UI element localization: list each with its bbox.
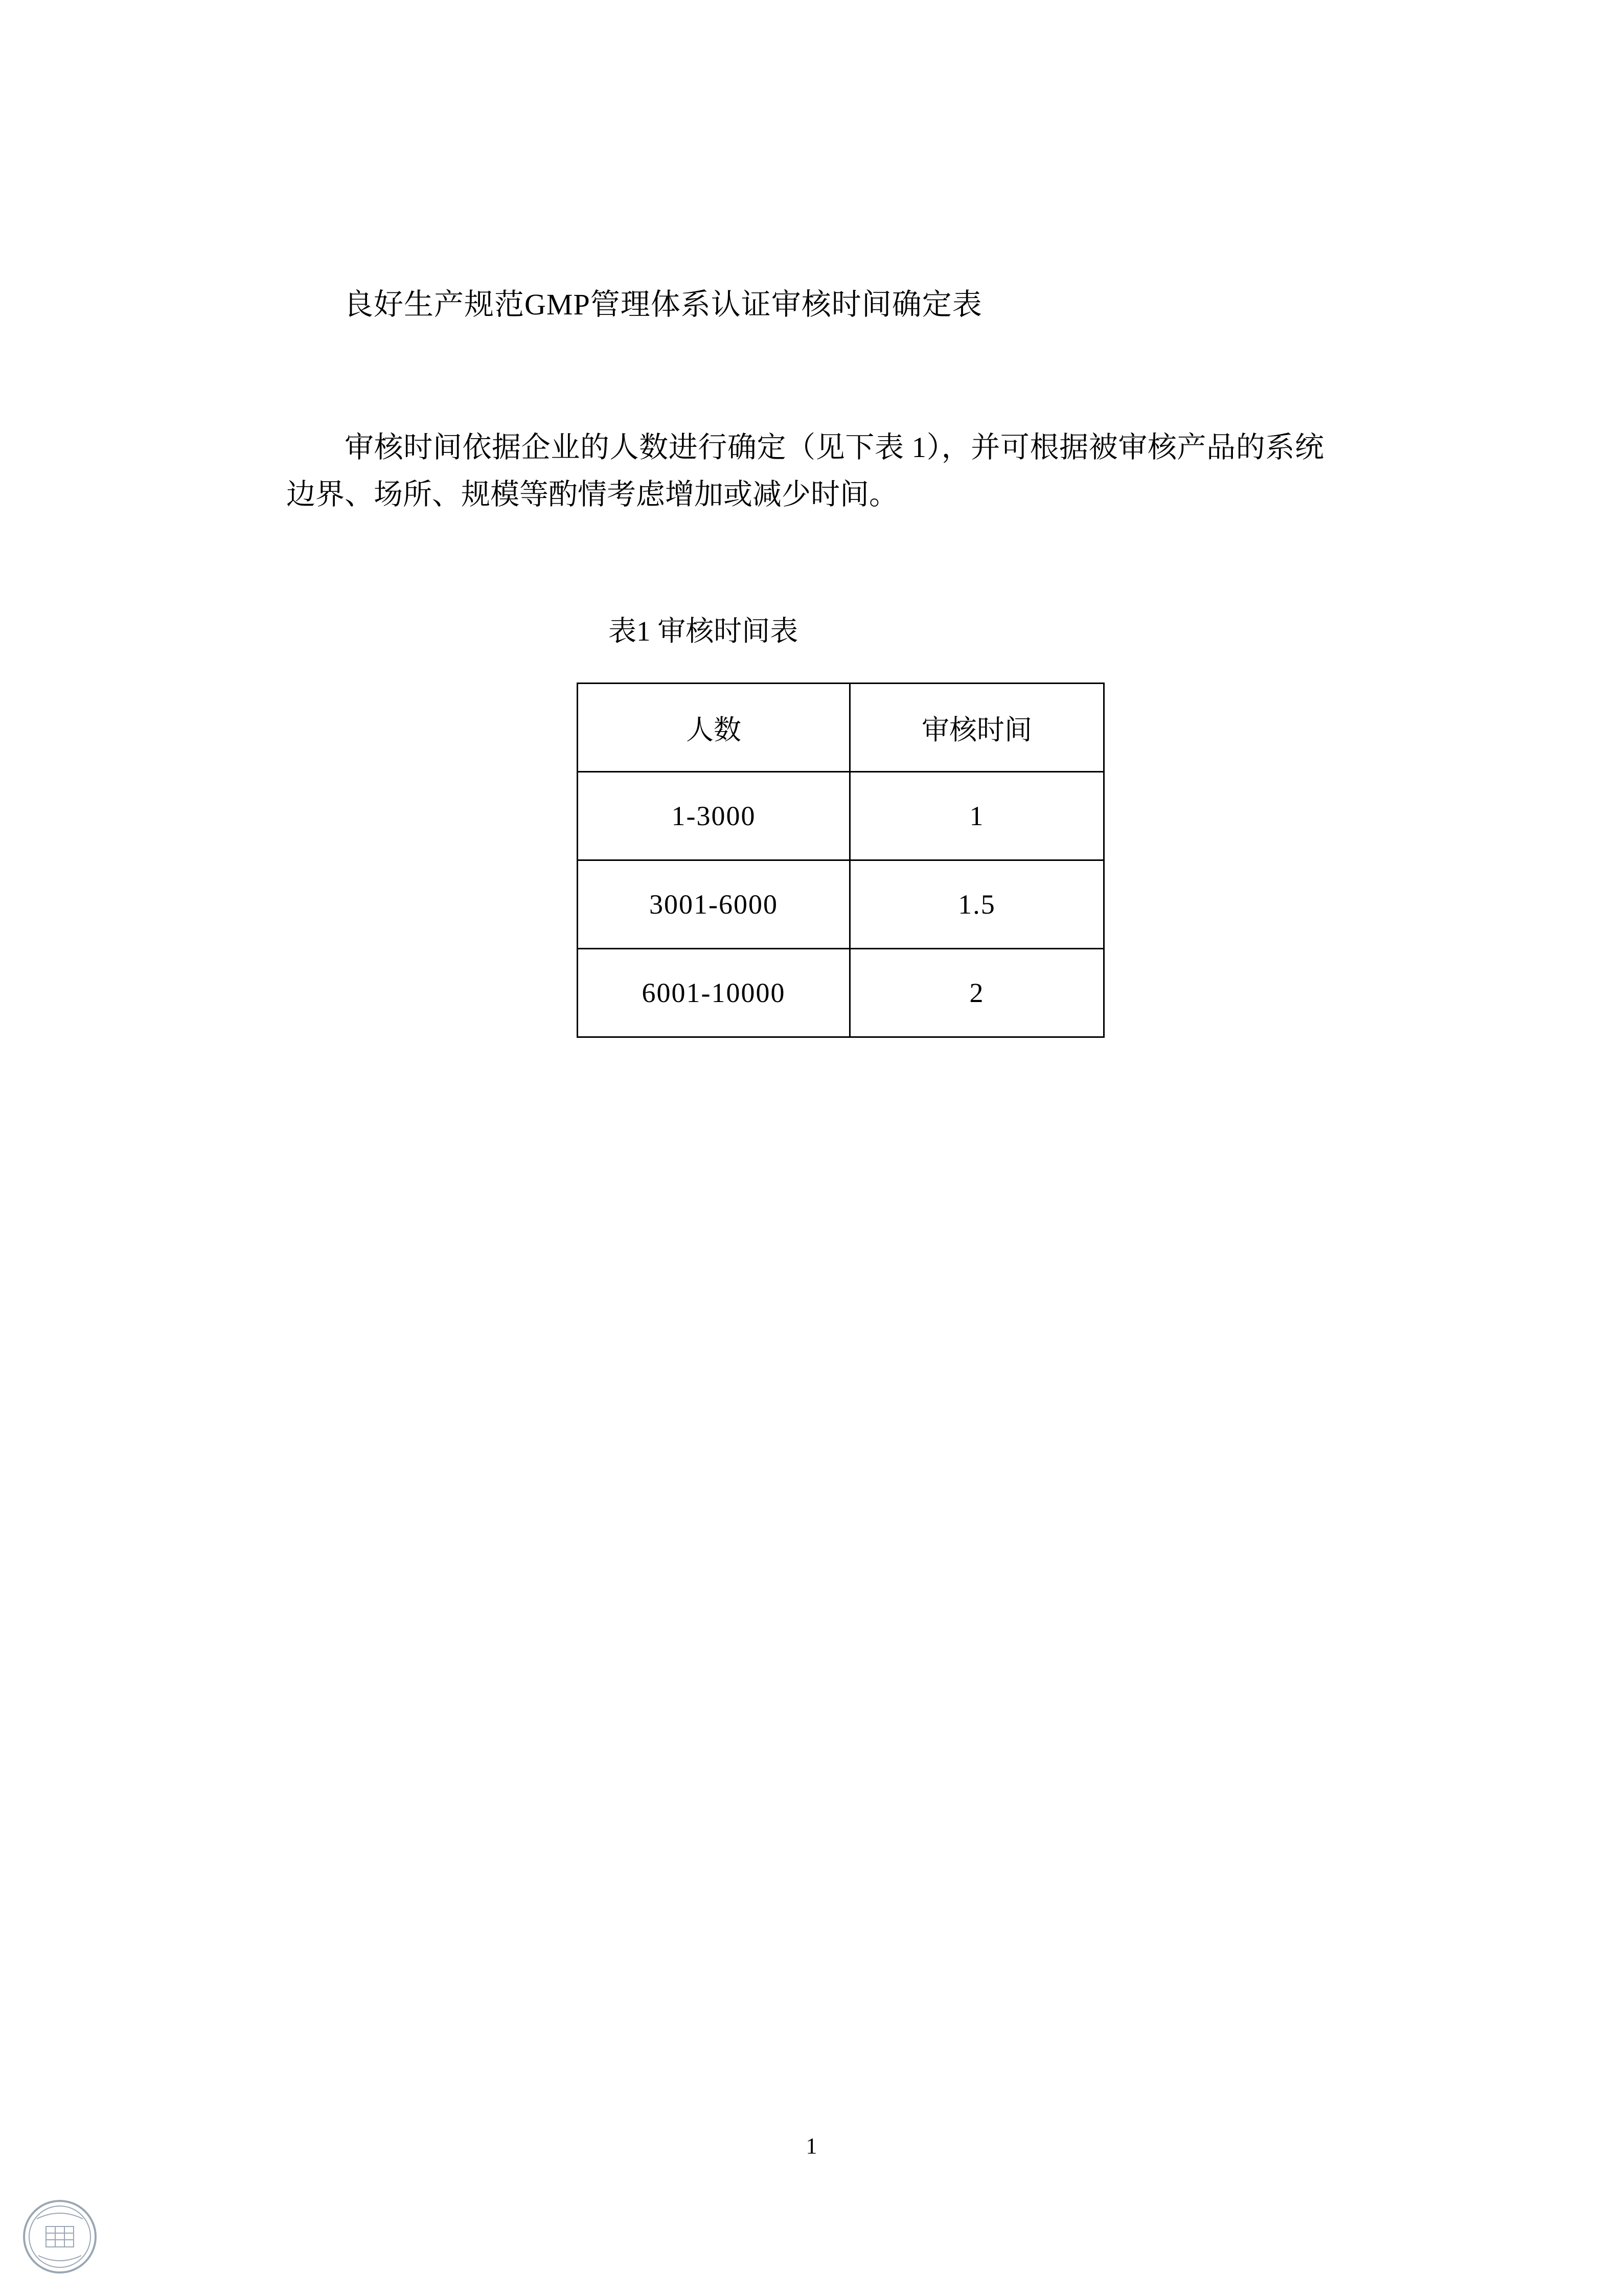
table-cell-audit-time: 1.5: [850, 860, 1104, 949]
page-number: 1: [806, 2133, 817, 2158]
table-cell-personnel: 3001-6000: [578, 860, 850, 949]
table-cell-audit-time: 1: [850, 772, 1104, 860]
table-row: [578, 949, 1104, 1037]
table-cell-audit-time: 2: [850, 949, 1104, 1037]
body-paragraph: 审核时间依据企业的人数进行确定（见下表 1），并可根据被审核产品的系统边界、场所、规模等酌情考虑增加或减少时间。: [286, 431, 1324, 511]
table-header-row: [578, 684, 1104, 772]
table-row: [578, 772, 1104, 860]
table-row: [578, 860, 1104, 949]
page-title: 良好生产规范GMP管理体系认证审核时间确定表: [344, 288, 982, 321]
audit-time-table: [577, 683, 1105, 1038]
table-caption: 表1 审核时间表: [608, 616, 798, 647]
seal-icon: [21, 2198, 98, 2275]
table-header-cell-personnel: 人数: [578, 684, 850, 772]
table-cell-personnel: 6001-10000: [578, 949, 850, 1037]
table-header-cell-audit-time: 审核时间: [850, 684, 1104, 772]
table-cell-personnel: 1-3000: [578, 772, 850, 860]
